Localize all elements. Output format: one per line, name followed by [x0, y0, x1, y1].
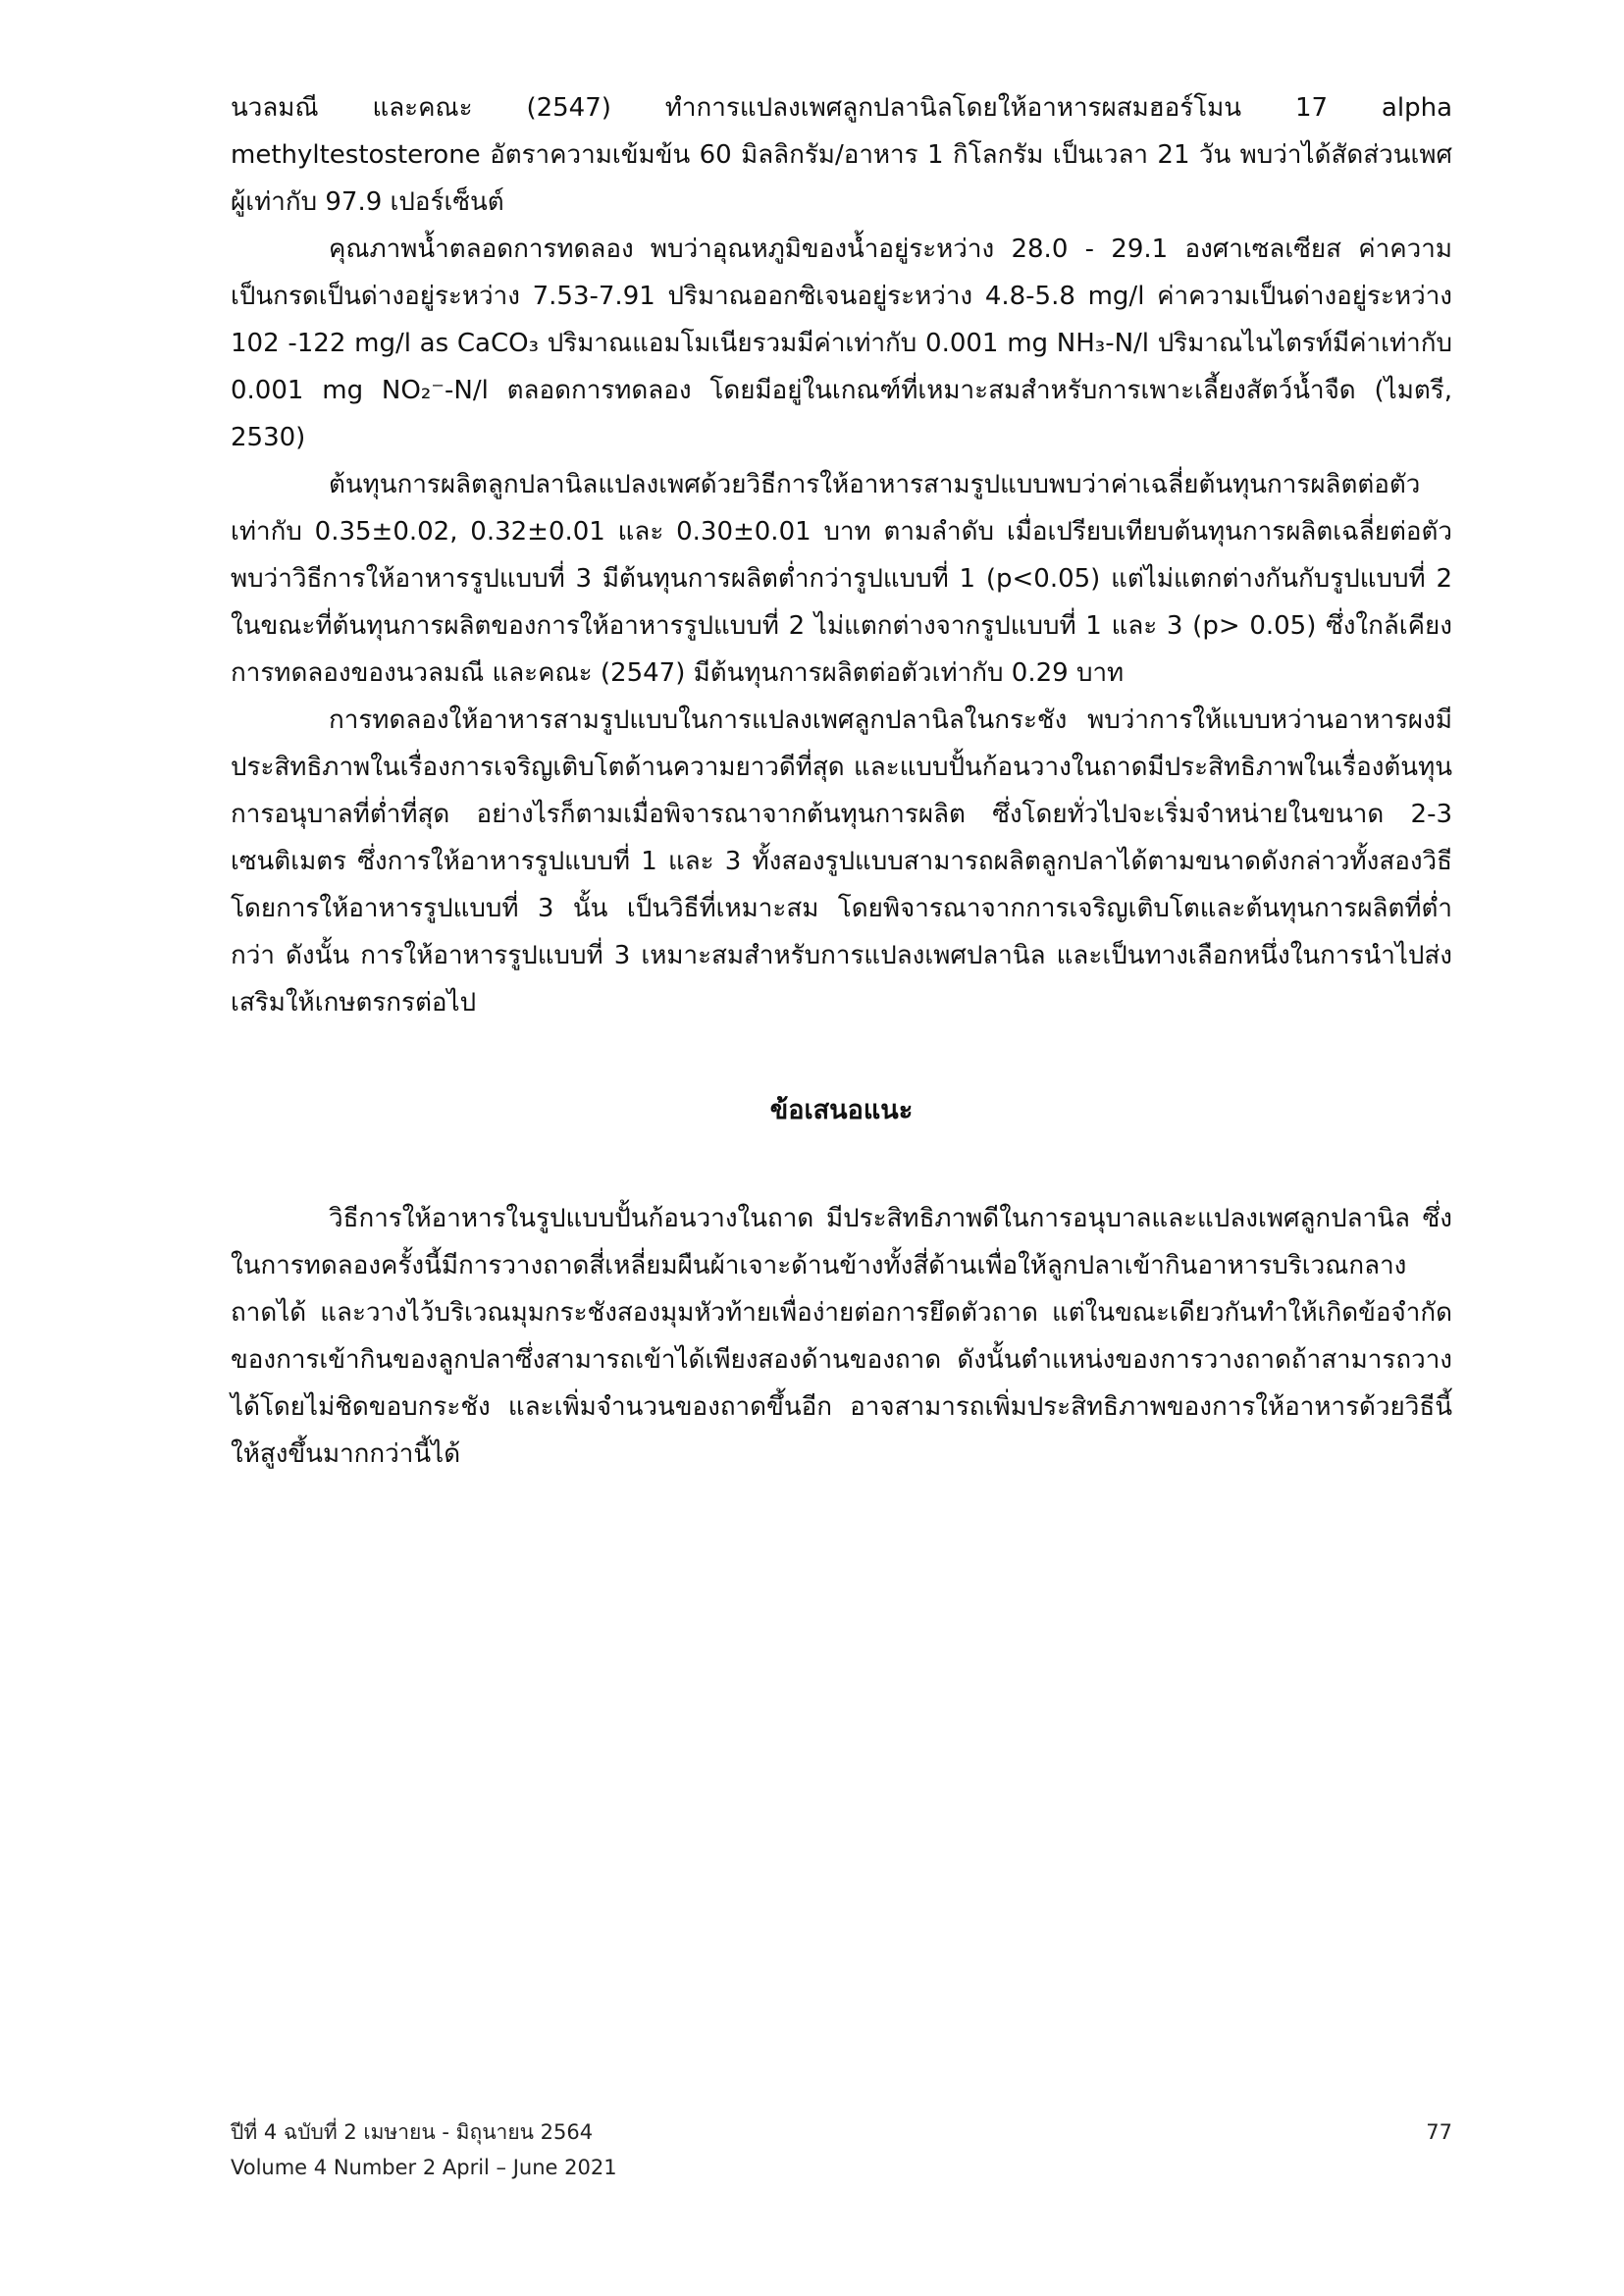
page-footer	[231, 2114, 1452, 2185]
section-heading-recommendations: ข้อเสนอแนะ	[769, 1095, 914, 1125]
paragraph-recommendation: วิธีการให้อาหารในรูปแบบปั้นก้อนวางในถาด มีประสิทธิภาพดีในการอนุบาลและแปลงเพศลูกปลานิล ซึ่งในการทดลองครั้งนี้มีการวางถาดสี่เหลี่ยมผืนผ้าเจาะด้านข้างทั้งสี่ด้านเพื่อให้ลูกปลาเข้ากินอาหารบริเวณกลางถาดได้ และวางไว้บริเวณมุมกระชังสองมุมหัวท้ายเพื่อง่ายต่อการยึดตัวถาด แต่ในขณะเดียวกันทำให้เกิดข้อจำกัดของการเข้ากินของลูกปลาซึ่งสามารถเข้าได้เพียงสองด้านของถาด ดังนั้นตำแหน่งของการวางถาดถ้าสามารถวางได้โดยไม่ชิดขอบกระชัง และเพิ่มจำนวนของถาดขึ้นอีก อาจสามารถเพิ่มประสิทธิภาพของการให้อาหารด้วยวิธีนี้ให้สูงขึ้นมากกว่านี้ได้	[231, 1204, 1452, 1469]
footer-issue-english: Volume 4 Number 2 April – June 2021	[231, 2156, 617, 2179]
footer-issue-thai: ปีที่ 4 ฉบับที่ 2 เมษายน - มิถุนายน 2564	[231, 2120, 594, 2144]
paragraph-conclusion: การทดลองให้อาหารสามรูปแบบในการแปลงเพศลูกปลานิลในกระชัง พบว่าการให้แบบหว่านอาหารผงมีประสิทธิภาพในเรื่องการเจริญเติบโตด้านความยาวดีที่สุด และแบบปั้นก้อนวางในถาดมีประสิทธิภาพในเรื่องต้นทุนการอนุบาลที่ต่ำที่สุด อย่างไรก็ตามเมื่อพิจารณาจากต้นทุนการผลิต ซึ่งโดยทั่วไปจะเริ่มจำหน่ายในขนาด 2-3 เซนติเมตร ซึ่งการให้อาหารรูปแบบที่ 1 และ 3 ทั้งสองรูปแบบสามารถผลิตลูกปลาได้ตามขนาดดังกล่าวทั้งสองวิธี โดยการให้อาหารรูปแบบที่ 3 นั้น เป็นวิธีที่เหมาะสม โดยพิจารณาจากการเจริญเติบโตและต้นทุนการผลิตที่ต่ำกว่า ดังนั้น การให้อาหารรูปแบบที่ 3 เหมาะสมสำหรับการแปลงเพศปลานิล และเป็นทางเลือกหนึ่งในการนำไปส่งเสริมให้เกษตรกรต่อไป	[231, 705, 1452, 1018]
paragraph-water-quality: คุณภาพน้ำตลอดการทดลอง พบว่าอุณหภูมิของน้ำอยู่ระหว่าง 28.0 - 29.1 องศาเซลเซียส ค่าความเป็นกรดเป็นด่างอยู่ระหว่าง 7.53-7.91 ปริมาณออกซิเจนอยู่ระหว่าง 4.8-5.8 mg/l ค่าความเป็นด่างอยู่ระหว่าง 102 -122 mg/l as CaCO₃ ปริมาณแอมโมเนียรวมมีค่าเท่ากับ 0.001 mg NH₃-N/l ปริมาณไนไตรท์มีค่าเท่ากับ 0.001 mg NO₂⁻-N/l ตลอดการทดลอง โดยมีอยู่ในเกณฑ์ที่เหมาะสมสำหรับการเพาะเลี้ยงสัตว์น้ำจืด (ไมตรี, 2530)	[231, 235, 1452, 452]
main-content	[231, 84, 1452, 1478]
paragraph-production-cost: ต้นทุนการผลิตลูกปลานิลแปลงเพศด้วยวิธีการให้อาหารสามรูปแบบพบว่าค่าเฉลี่ยต้นทุนการผลิตต่อตัวเท่ากับ 0.35±0.02, 0.32±0.01 และ 0.30±0.01 บาท ตามลำดับ เมื่อเปรียบเทียบต้นทุนการผลิตเฉลี่ยต่อตัว พบว่าวิธีการให้อาหารรูปแบบที่ 3 มีต้นทุนการผลิตต่ำกว่ารูปแบบที่ 1 (p<0.05) แต่ไม่แตกต่างกันกับรูปแบบที่ 2 ในขณะที่ต้นทุนการผลิตของการให้อาหารรูปแบบที่ 2 ไม่แตกต่างจากรูปแบบที่ 1 และ 3 (p> 0.05) ซึ่งใกล้เคียงการทดลองของนวลมณี และคณะ (2547) มีต้นทุนการผลิตต่อตัวเท่ากับ 0.29 บาท	[231, 470, 1452, 688]
paragraph-literature-comparison: นวลมณี และคณะ (2547) ทำการแปลงเพศลูกปลานิลโดยให้อาหารผสมฮอร์โมน 17 alpha methyltestosterone อัตราความเข้มข้น 60 มิลลิกรัม/อาหาร 1 กิโลกรัม เป็นเวลา 21 วัน พบว่าได้สัดส่วนเพศผู้เท่ากับ 97.9 เปอร์เซ็นต์	[231, 93, 1452, 217]
page-number: 77	[1426, 2120, 1452, 2144]
